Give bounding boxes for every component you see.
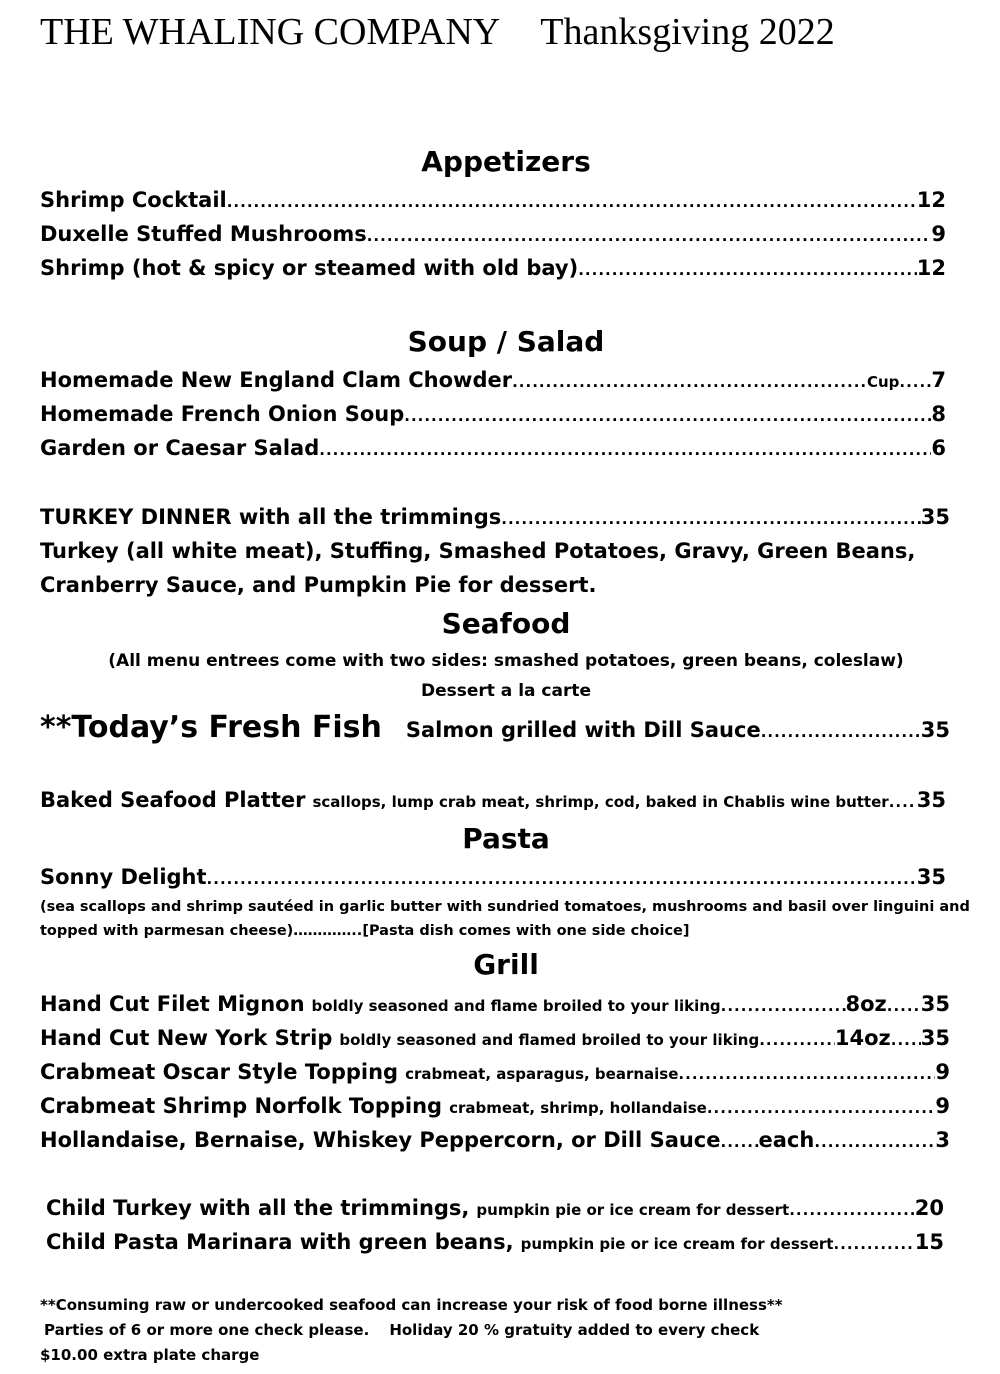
item-description: boldly seasoned and flamed broiled to your liking — [339, 1031, 760, 1049]
party-check-note: Parties of 6 or more one check please. — [44, 1321, 370, 1339]
menu-item-seafood-platter — [40, 788, 946, 812]
item-description: crabmeat, asparagus, bearnaise — [405, 1065, 679, 1083]
item-price: 9 — [931, 222, 946, 246]
menu-item — [40, 368, 946, 392]
item-name: Crabmeat Oscar Style Topping — [40, 1060, 399, 1084]
item-description: boldly seasoned and flame broiled to your liking — [311, 997, 721, 1015]
item-description: crabmeat, shrimp, hollandaise — [449, 1099, 707, 1117]
menu-item — [40, 1026, 950, 1050]
item-name: Sonny Delight — [40, 865, 207, 889]
leader-dots — [501, 510, 921, 528]
item-price: 12 — [916, 256, 946, 280]
leader-dots — [889, 793, 917, 811]
item-name: Garden or Caesar Salad — [40, 436, 320, 460]
item-price: 6 — [931, 436, 946, 460]
leader-dots — [833, 1235, 914, 1253]
menu-item — [40, 992, 950, 1016]
occasion-title: Thanksgiving 2022 — [540, 11, 835, 53]
item-name: Baked Seafood Platter — [40, 788, 306, 812]
menu-title — [40, 10, 960, 54]
leader-dots — [578, 261, 917, 279]
menu-item — [40, 1060, 950, 1084]
item-price: 35 — [920, 992, 950, 1016]
item-name: Hollandaise, Bernaise, Whiskey Peppercorn, or Dill Sauce — [40, 1128, 721, 1152]
menu-item — [40, 1094, 950, 1118]
food-safety-warning: **Consuming raw or undercooked seafood can increase your risk of food borne illness** — [40, 1296, 783, 1314]
leader-dots — [404, 407, 931, 425]
menu-item-fresh-fish — [40, 710, 950, 745]
item-name: Crabmeat Shrimp Norfolk Topping — [40, 1094, 443, 1118]
item-description: pumpkin pie or ice cream for dessert — [520, 1235, 834, 1253]
leader-dots — [512, 373, 867, 391]
leader-dots — [814, 1133, 935, 1151]
menu-item-child — [46, 1230, 944, 1254]
item-price: 12 — [916, 188, 946, 212]
grill-heading: Grill — [473, 948, 539, 981]
menu-item — [40, 188, 946, 212]
leader-dots — [207, 870, 917, 888]
item-name: Hand Cut New York Strip — [40, 1026, 333, 1050]
leader-dots — [789, 1201, 915, 1219]
leader-dots — [899, 373, 931, 391]
leader-dots — [891, 1031, 921, 1049]
item-price: 20 — [914, 1196, 944, 1220]
item-price: 35 — [916, 865, 946, 889]
item-size: 14oz — [834, 1026, 891, 1050]
menu-item — [40, 402, 946, 426]
leader-dots — [319, 441, 931, 459]
menu-item — [40, 256, 946, 280]
pasta-heading: Pasta — [462, 822, 550, 855]
party-policy — [44, 1321, 759, 1339]
item-description: pumpkin pie or ice cream for dessert — [476, 1201, 790, 1219]
item-name: Homemade French Onion Soup — [40, 402, 405, 426]
item-size: each — [758, 1128, 815, 1152]
restaurant-name: THE WHALING COMPANY — [40, 11, 501, 53]
menu-item — [40, 1128, 950, 1152]
pasta-description-line1: (sea scallops and shrimp sautéed in garlic butter with sundried tomatoes, mushrooms and basil over linguini and — [40, 899, 970, 915]
appetizers-heading: Appetizers — [421, 145, 591, 178]
item-price: 7 — [931, 368, 946, 392]
item-price: 35 — [920, 1026, 950, 1050]
leader-dots — [678, 1065, 935, 1083]
menu-item — [40, 865, 946, 889]
leader-dots — [761, 723, 921, 741]
item-name: Child Pasta Marinara with green beans, — [46, 1230, 514, 1254]
pasta-description-line2: topped with parmesan cheese)…………..[Pasta dish comes with one side choice] — [40, 923, 690, 939]
item-price: 9 — [935, 1060, 950, 1084]
leader-dots — [707, 1099, 936, 1117]
item-name: TURKEY DINNER with all the trimmings — [40, 505, 502, 529]
turkey-description-line2: Cranberry Sauce, and Pumpkin Pie for dessert. — [40, 573, 597, 597]
turkey-description-line1: Turkey (all white meat), Stuffing, Smashed Potatoes, Gravy, Green Beans, — [40, 539, 916, 563]
item-price: 9 — [935, 1094, 950, 1118]
soup-salad-heading: Soup / Salad — [407, 325, 605, 358]
menu-item-child — [46, 1196, 944, 1220]
item-price: 3 — [935, 1128, 950, 1152]
item-name: Child Turkey with all the trimmings, — [46, 1196, 470, 1220]
leader-dots — [721, 1133, 759, 1151]
leader-dots — [887, 997, 921, 1015]
leader-dots — [721, 997, 846, 1015]
item-size: Cup — [866, 373, 900, 391]
dessert-note: Dessert a la carte — [420, 681, 592, 701]
item-size: 8oz — [845, 992, 887, 1016]
item-price: 35 — [916, 788, 946, 812]
menu-item — [40, 436, 946, 460]
plate-charge-note: $10.00 extra plate charge — [40, 1346, 260, 1364]
item-description: scallops, lump crab meat, shrimp, cod, baked in Chablis wine butter — [312, 793, 889, 811]
gratuity-note: Holiday 20 % gratuity added to every check — [389, 1321, 760, 1339]
item-price: 15 — [914, 1230, 944, 1254]
fresh-fish-label: **Today’s Fresh Fish — [40, 710, 382, 745]
leader-dots — [759, 1031, 835, 1049]
item-name: Shrimp (hot & spicy or steamed with old bay) — [40, 256, 579, 280]
menu-item-turkey-dinner — [40, 505, 950, 529]
item-name: Shrimp Cocktail — [40, 188, 227, 212]
item-name: Duxelle Stuffed Mushrooms — [40, 222, 367, 246]
leader-dots — [367, 227, 932, 245]
seafood-heading: Seafood — [441, 607, 571, 640]
item-name: Hand Cut Filet Mignon — [40, 992, 305, 1016]
item-price: 35 — [920, 718, 950, 742]
item-name: Salmon grilled with Dill Sauce — [405, 718, 761, 742]
leader-dots — [227, 193, 917, 211]
menu-item — [40, 222, 946, 246]
seafood-sides-note: (All menu entrees come with two sides: smashed potatoes, green beans, coleslaw) — [108, 651, 904, 671]
item-name: Homemade New England Clam Chowder — [40, 368, 513, 392]
item-price: 35 — [920, 505, 950, 529]
item-price: 8 — [931, 402, 946, 426]
